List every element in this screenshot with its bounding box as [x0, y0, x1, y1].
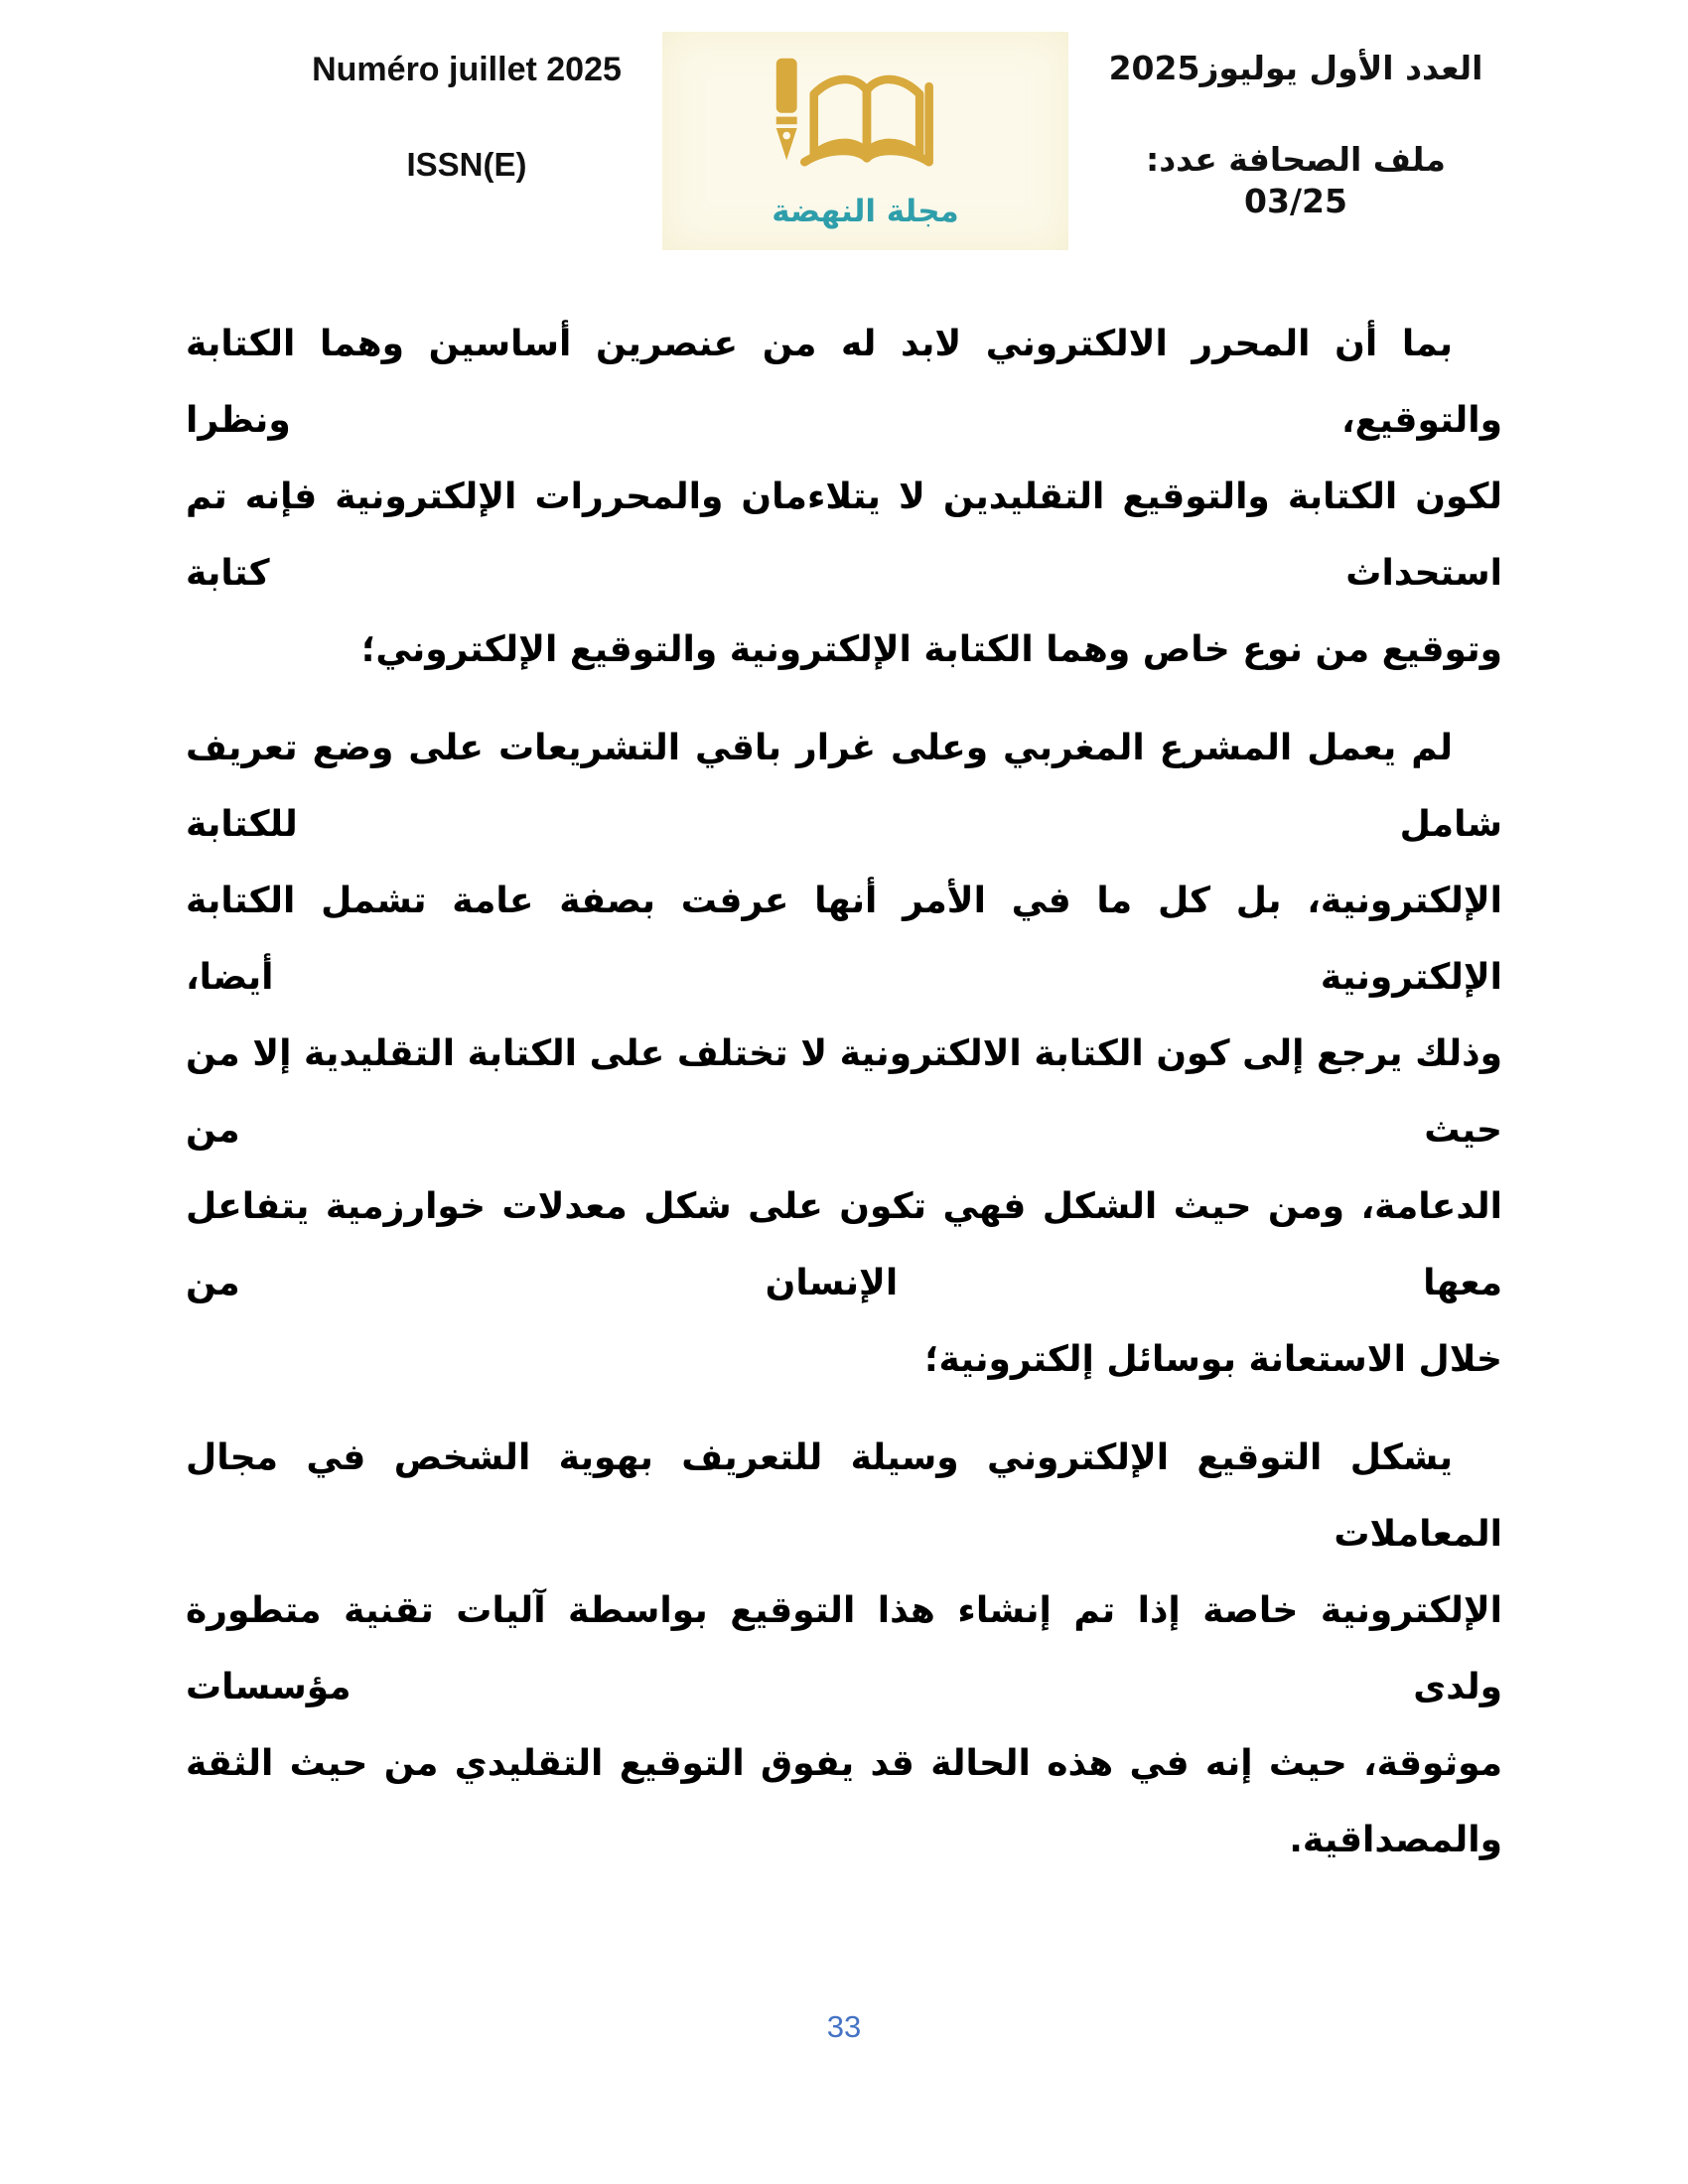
text-line: بما أن المحرر الالكتروني لابد له من عنصرين أساسين وهما الكتابة والتوقيع، ونظرا [186, 324, 1502, 441]
text-line: الدعامة، ومن حيث الشكل فهي تكون على شكل معدلات خوارزمية يتفاعل معها الإنسان من [186, 1186, 1502, 1303]
text-line: الإلكترونية، بل كل ما في الأمر أنها عرفت بصفة عامة تشمل الكتابة الإلكترونية أيضا، [186, 881, 1502, 998]
issn-label: ISSN(E) [406, 146, 527, 183]
paragraph-3 [186, 1420, 1502, 1878]
text-line: لكون الكتابة والتوقيع التقليدين لا يتلاءمان والمحررات الإلكترونية فإنه تم استحداث كتابة [186, 477, 1502, 594]
page-number: 33 [826, 2009, 862, 2044]
book-and-pen-icon [748, 53, 984, 190]
press-file-number: ملف الصحافة عدد: 03/25 [1146, 140, 1446, 220]
text-line: وذلك يرجع إلى كون الكتابة الالكترونية لا تختلف على الكتابة التقليدية إلا من حيث من [186, 1033, 1502, 1151]
paragraph-1 [186, 306, 1502, 688]
header-right-block [1107, 48, 1484, 222]
text-line: وتوقيع من نوع خاص وهما الكتابة الإلكترونية والتوقيع الإلكتروني؛ [360, 629, 1502, 670]
issue-label-french: Numéro juillet 2025 [312, 51, 622, 88]
journal-logo [662, 32, 1068, 250]
text-line: لم يعمل المشرع المغربي وعلى غرار باقي التشريعات على وضع تعريف شامل للكتابة [186, 728, 1502, 845]
header-left-block [298, 50, 635, 185]
article-body [186, 306, 1502, 1878]
journal-name: مجلة النهضة [772, 194, 959, 229]
text-line: خلال الاستعانة بوسائل إلكترونية؛ [924, 1339, 1502, 1380]
text-line: موثوقة، حيث إنه في هذه الحالة قد يفوق التوقيع التقليدي من حيث الثقة والمصداقية. [186, 1743, 1502, 1860]
text-line: الإلكترونية خاصة إذا تم إنشاء هذا التوقيع بواسطة آليات تقنية متطورة ولدى مؤسسات [186, 1590, 1502, 1707]
paragraph-2 [186, 710, 1502, 1398]
issue-label-arabic: العدد الأول يوليوز2025 [1108, 49, 1483, 87]
text-line: يشكل التوقيع الإلكتروني وسيلة للتعريف بهوية الشخص في مجال المعاملات [186, 1437, 1502, 1555]
